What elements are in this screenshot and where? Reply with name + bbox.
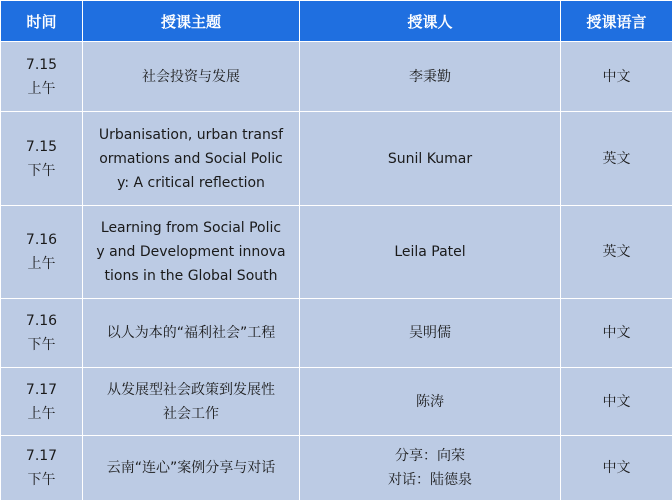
- session-period: 下午: [27, 472, 56, 488]
- time-cell: [1, 368, 83, 436]
- time-cell: [1, 299, 83, 368]
- session-period: 上午: [27, 80, 56, 97]
- time-cell: [1, 206, 83, 299]
- topic-line: 以人为本的“福利社会”工程: [106, 325, 276, 341]
- session-date: 7.16: [25, 313, 58, 329]
- header-topic: 授课主题: [83, 1, 300, 42]
- session-date: 7.17: [25, 381, 58, 398]
- language-cell: 英文: [561, 112, 672, 206]
- topic-line: 从发展型社会政策到发展性: [107, 381, 275, 398]
- session-period: 下午: [27, 337, 56, 353]
- topic-cell: [83, 436, 300, 501]
- topic-cell: [83, 299, 300, 368]
- session-date: 7.16: [25, 232, 58, 248]
- time-cell: [1, 42, 83, 112]
- topic-cell: [83, 42, 300, 112]
- header-row: [1, 1, 672, 42]
- session-period: 上午: [27, 405, 56, 422]
- topic-cell: [83, 206, 300, 299]
- topic-line: ormations and Social Polic: [99, 150, 283, 167]
- lecturer-cell: [300, 42, 561, 112]
- language-cell: 英文: [561, 206, 672, 299]
- topic-line: y and Development innova: [96, 244, 286, 260]
- language-cell: 中文: [561, 42, 672, 112]
- lecturer-line: Leila Patel: [394, 244, 466, 260]
- lecturer-cell: [300, 368, 561, 436]
- topic-line: Learning from Social Polic: [100, 220, 282, 236]
- lecturer-line: Sunil Kumar: [387, 150, 473, 167]
- table-row: [1, 42, 672, 112]
- header-lecturer: 授课人: [300, 1, 561, 42]
- session-date: 7.17: [25, 448, 58, 464]
- language-cell: 中文: [561, 368, 672, 436]
- lecturer-cell: [300, 112, 561, 206]
- topic-line: y: A critical reflection: [117, 174, 265, 191]
- time-cell: [1, 112, 83, 206]
- lecturer-line: 对话：陆德泉: [388, 472, 472, 488]
- lecturer-line: 分享：向荣: [395, 448, 465, 464]
- header-language: 授课语言: [561, 1, 672, 42]
- schedule-body: [1, 42, 672, 501]
- table-row: [1, 206, 672, 299]
- table-row: [1, 112, 672, 206]
- lecturer-line: 李秉勤: [409, 68, 451, 85]
- lecturer-cell: [300, 206, 561, 299]
- lecturer-cell: [300, 299, 561, 368]
- language-cell: 中文: [561, 436, 672, 501]
- topic-line: 云南“连心”案例分享与对话: [106, 460, 276, 476]
- time-cell: [1, 436, 83, 501]
- session-date: 7.15: [25, 138, 58, 155]
- topic-cell: [83, 112, 300, 206]
- table-row: [1, 436, 672, 501]
- table-row: [1, 368, 672, 436]
- session-date: 7.15: [25, 56, 58, 73]
- header-time: 时间: [1, 1, 83, 42]
- lecturer-line: 吴明儒: [409, 325, 451, 341]
- topic-line: 社会投资与发展: [142, 68, 240, 85]
- lecturer-line: 陈涛: [416, 393, 444, 410]
- session-period: 上午: [27, 256, 56, 272]
- session-period: 下午: [27, 162, 56, 179]
- language-cell: 中文: [561, 299, 672, 368]
- table-row: [1, 299, 672, 368]
- topic-line: Urbanisation, urban transf: [98, 126, 284, 143]
- topic-cell: [83, 368, 300, 436]
- topic-line: tions in the Global South: [104, 268, 278, 284]
- lecturer-cell: [300, 436, 561, 501]
- topic-line: 社会工作: [163, 405, 219, 422]
